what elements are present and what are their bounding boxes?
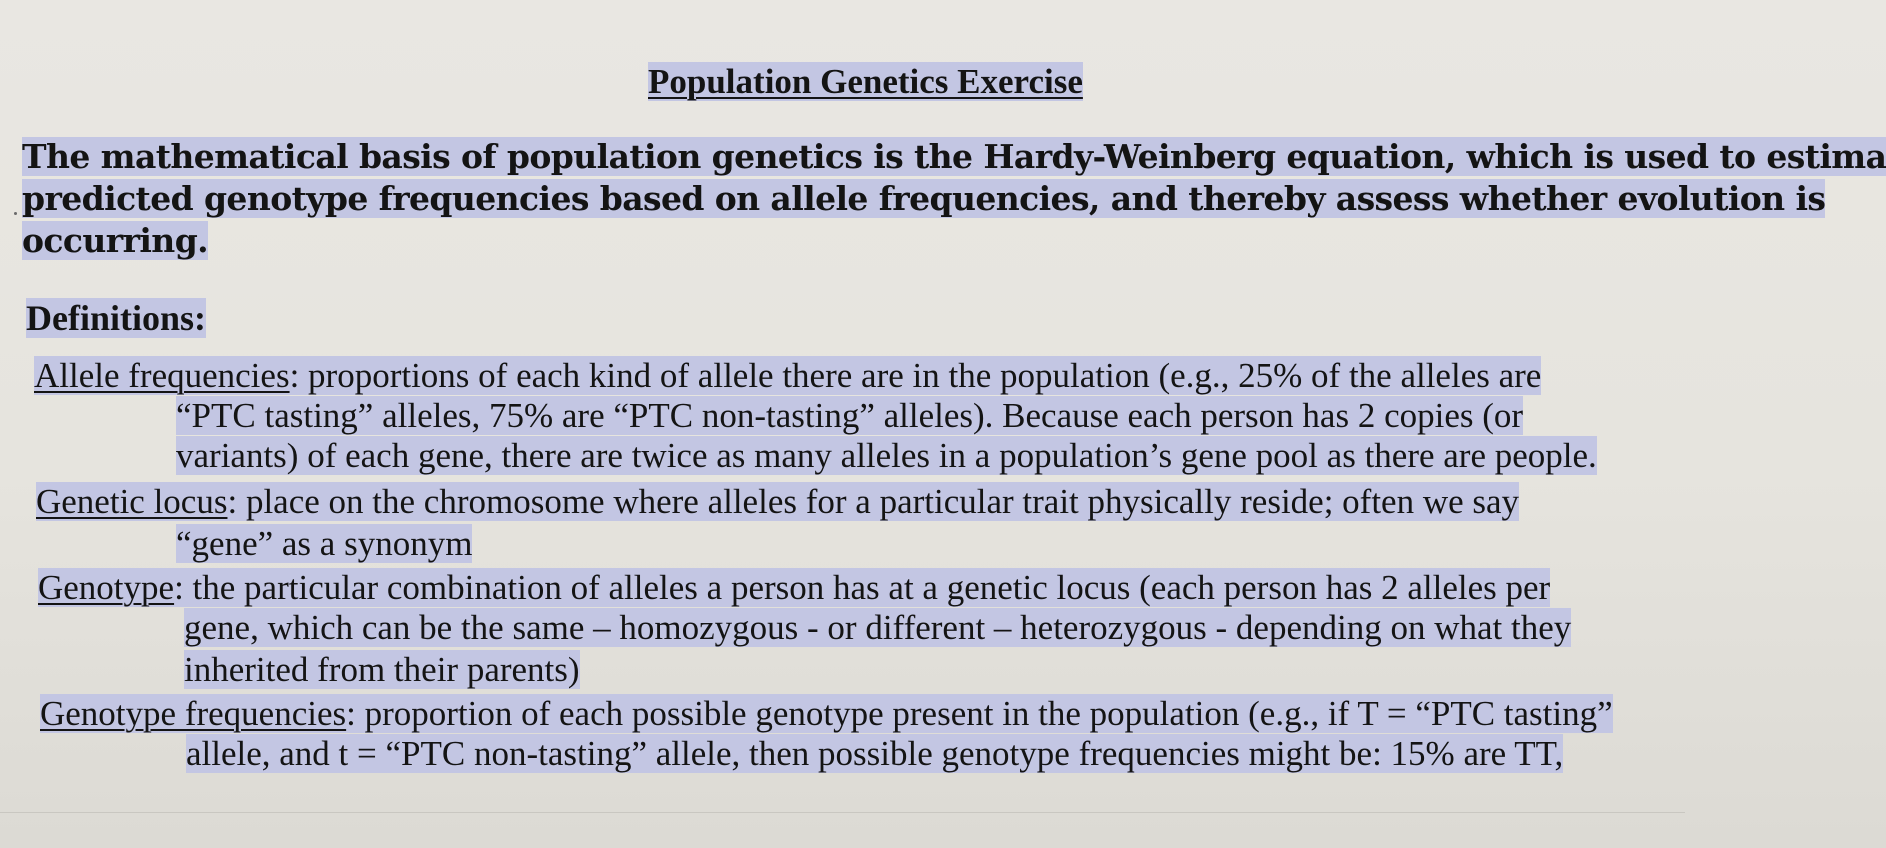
definition-genetic-locus: Genetic locus: place on the chromosome where alleles for a particular trait physically reside; often we say [36,482,1520,521]
term-genotype-frequencies: Genotype frequencies [40,694,347,733]
definition-genotype-cont-2: inherited from their parents) [184,650,580,689]
definition-allele-frequencies: Allele frequencies: proportions of each kind of allele there are in the population (e.g., 25% of the alleles are [34,356,1542,395]
intro-line-3: occurring. [22,221,209,260]
definition-genotype-frequencies: Genotype frequencies: proportion of each possible genotype present in the population (e.g., if T = “PTC tasting” [40,694,1613,733]
term-allele-frequencies: Allele frequencies [34,356,290,395]
title-text: Population Genetics Exercise [648,62,1083,101]
definition-genotype-frequencies-cont-1: allele, and t = “PTC non-tasting” allele, then possible genotype frequencies might be: 15% are TT, [186,734,1564,773]
document-title [648,64,1083,99]
margin-dot [14,212,17,215]
definition-genetic-locus-cont-1: “gene” as a synonym [176,524,473,563]
definition-allele-frequencies-cont-2: variants) of each gene, there are twice as many alleles in a population’s gene pool as there are people. [176,436,1597,475]
term-genotype: Genotype [38,568,175,607]
intro-line-2: predicted genotype frequencies based on allele frequencies, and thereby assess whether evolution is [22,179,1826,218]
intro-line-1: The mathematical basis of population genetics is the Hardy-Weinberg equation, which is used to estima [22,137,1886,176]
definition-genotype-cont-1: gene, which can be the same – homozygous - or different – heterozygous - depending on what they [184,608,1572,647]
definition-genotype: Genotype: the particular combination of alleles a person has at a genetic locus (each person has 2 alleles per [38,568,1551,607]
page-edge-line [0,812,1685,813]
term-genetic-locus: Genetic locus [36,482,228,521]
definitions-heading: Definitions: [26,298,206,338]
definition-allele-frequencies-cont-1: “PTC tasting” alleles, 75% are “PTC non-tasting” alleles). Because each person has 2 copies (or [176,396,1524,435]
